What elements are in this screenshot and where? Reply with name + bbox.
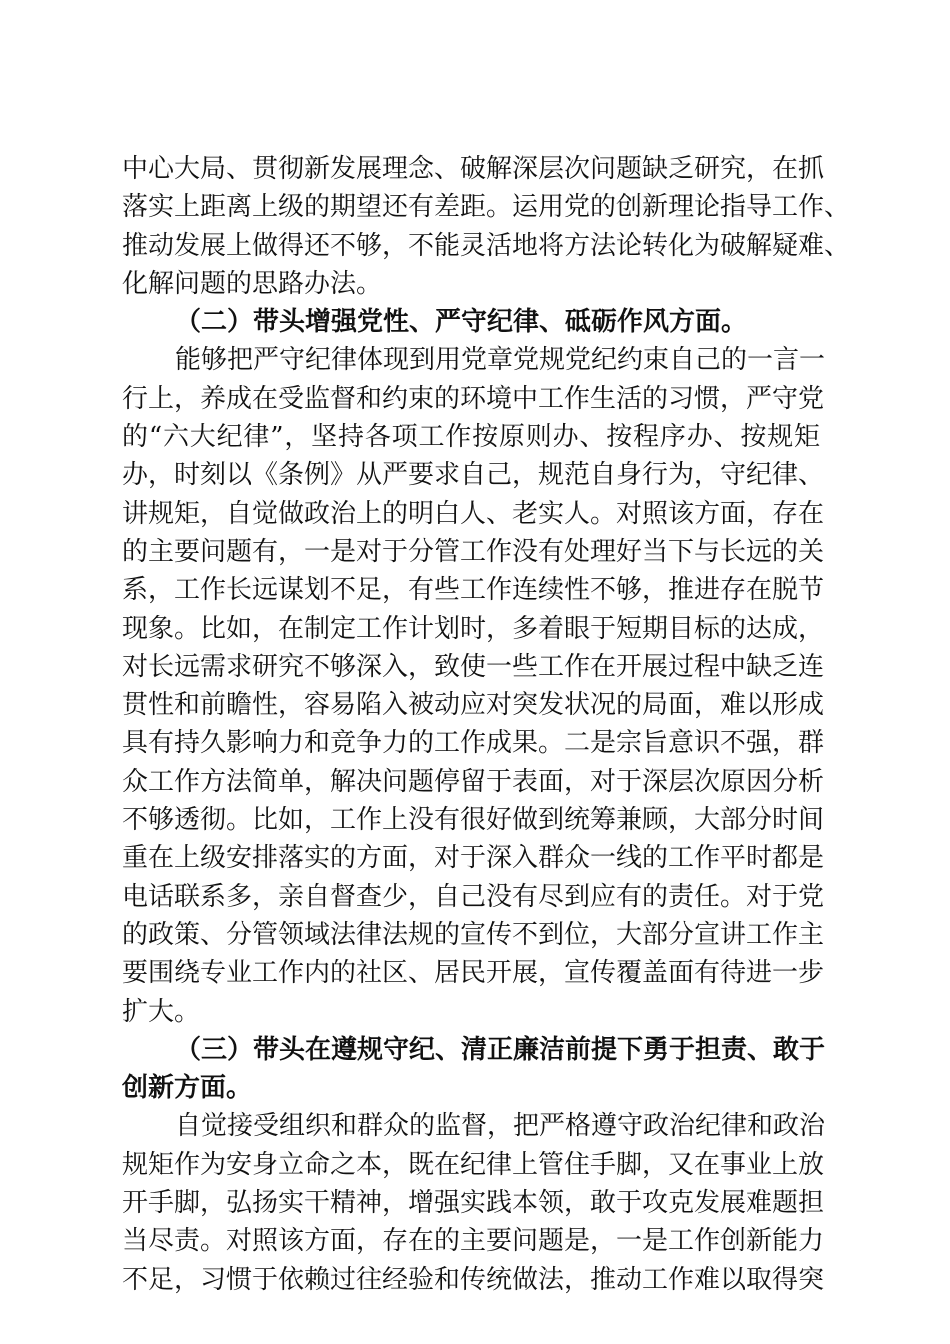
text-line: 扩大。	[122, 996, 201, 1027]
text-line: 的主要问题有，一是对于分管工作没有处理好当下与长远的关	[122, 536, 825, 567]
section-heading-line: （二）带头增强党性、严守纪律、砥砺作风方面。	[175, 307, 748, 338]
text-line: 重在上级安排落实的方面，对于深入群众一线的工作平时都是	[122, 843, 825, 874]
text-line: 不够透彻。比如，工作上没有很好做到统筹兼顾，大部分时间	[122, 805, 825, 836]
text-line: 具有持久影响力和竞争力的工作成果。二是宗旨意识不强，群	[122, 728, 825, 759]
text-line: 贯性和前瞻性，容易陷入被动应对突发状况的局面，难以形成	[122, 690, 825, 721]
text-line: 中心大局、贯彻新发展理念、破解深层次问题缺乏研究，在抓	[122, 154, 825, 184]
text-line: 讲规矩，自觉做政治上的明白人、老实人。对照该方面，存在	[122, 498, 825, 529]
document-body	[122, 150, 851, 1299]
text-line: 电话联系多，亲自督查少，自己没有尽到应有的责任。对于党	[122, 881, 825, 912]
text-line: 办，时刻以《条例》从严要求自己，规范自身行为，守纪律、	[122, 460, 825, 491]
text-line: 规矩作为安身立命之本，既在纪律上管住手脚，又在事业上放	[122, 1149, 825, 1180]
section-heading-line: （三）带头在遵规守纪、清正廉洁前提下勇于担责、敢于	[175, 1034, 826, 1065]
text-line: 落实上距离上级的期望还有差距。运用党的创新理论指导工作、	[122, 192, 851, 223]
text-line: 化解问题的思路办法。	[122, 268, 383, 299]
text-line: 能够把严守纪律体现到用党章党规党纪约束自己的一言一	[175, 345, 826, 376]
text-line: 的政策、分管领域法律法规的宣传不到位，大部分宣讲工作主	[122, 919, 825, 950]
text-line: 推动发展上做得还不够，不能灵活地将方法论转化为破解疑难、	[122, 230, 851, 261]
text-line: 行上，养成在受监督和约束的环境中工作生活的习惯，严守党	[122, 383, 825, 414]
text-line: 系，工作长远谋划不足，有些工作连续性不够，推进存在脱节	[122, 575, 825, 606]
text-line: 现象。比如，在制定工作计划时，多着眼于短期目标的达成，	[122, 613, 825, 644]
section-heading-line: 创新方面。	[122, 1073, 253, 1104]
text-line: 的“六大纪律”，坚持各项工作按原则办、按程序办、按规矩	[122, 422, 820, 453]
text-line: 不足，习惯于依赖过往经验和传统做法，推动工作难以取得突	[122, 1264, 825, 1295]
text-line: 要围绕专业工作内的社区、居民开展，宣传覆盖面有待进一步	[122, 958, 825, 989]
text-line: 开手脚，弘扬实干精神，增强实践本领，敢于攻克发展难题担	[122, 1188, 825, 1219]
text-line: 众工作方法简单，解决问题停留于表面，对于深层次原因分析	[122, 766, 825, 797]
text-line: 对长远需求研究不够深入，致使一些工作在开展过程中缺乏连	[122, 651, 825, 682]
text-line: 自觉接受组织和群众的监督，把严格遵守政治纪律和政治	[175, 1111, 826, 1142]
text-line: 当尽责。对照该方面，存在的主要问题是，一是工作创新能力	[122, 1226, 825, 1257]
